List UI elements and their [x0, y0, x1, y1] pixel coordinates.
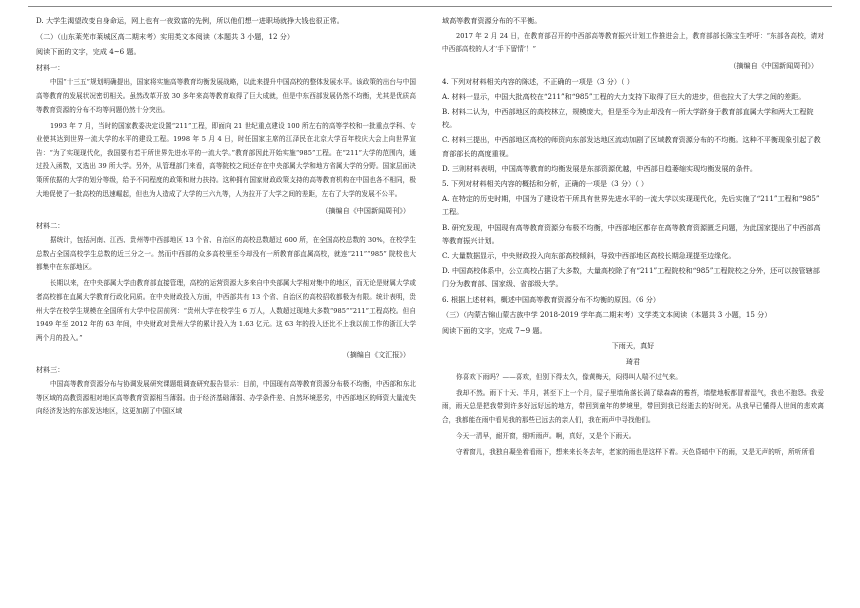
question-5-option-d: D. 中国高校体系中，公立高校占据了大多数，大量高校除了有“211”工程院校和“985”工程院校之分外，还可以按管辖部门分为教育部、国家级、省部级大学。 — [442, 266, 820, 289]
material-2-paragraph: 据统计，包括河南、江西、贵州等中西部地区 13 个省、自治区的高校总数超过 600 所，在全国高校总数的 30%，在校学生总数占全国高校学生总数的近三分之一。然而中西部的众多高校里至今却没有一所教育部直属高校，就连“211”“985” 院校也大都集中在东部地区。 — [36, 236, 416, 272]
material-2-paragraph: 长期以来，在中央部属大学由教育部直接管理，高校的运营资源大多来自中央部属大学相对集中的地区，而无论是财属大学或者高校都在直属大学教育行政化同质。在中央财政投入方面，中西部共有 13 个省、自治区的高校招收都极为有限。统计表明，贵州大学在校学生规模在全国所有大学中位居前列：“贵州大学在校学生 6 万人，人数超过现地大多数“985”“211”工程高校。但自 1949 年至 2012 年的 63 年间，中央财政对贵州大学的累计投入为 1.63 亿元。这 63 年的投入还比不上我以前工作的浙江大学两个月的投入。” — [36, 279, 416, 342]
left-column — [36, 14, 416, 422]
question-4-option-a: A. 材料一显示，中国大批高校在“211”和“985”工程的大力支持下取得了巨大的进步，但也拉大了大学之间的差距。 — [442, 91, 806, 101]
question-5-option-c: C. 大量数据显示，中央财政投入向东部高校倾斜，导致中西部地区高校长期急现提至边缘化。 — [442, 251, 736, 261]
option-d-text: D. 大学生渴望改变自身命运，网上也有一夜致富的先例，所以他们想一进职场就挣大钱也很正常。 — [36, 16, 344, 25]
question-5: 5. 下列对材料相关内容的概括和分析，正确的一项是（3 分）（ ） — [442, 179, 649, 189]
story-paragraph: 今天一清早，耐开窗，细听雨声。啊，真好，又是个下雨天。 — [456, 432, 636, 441]
story-paragraph: 守着窗儿，我独自凝坐着看雨下，想来来长冬去年，老家的雨也是这样下着。天色昏暗中下的雨，又是无声的听，所听所看 — [456, 448, 815, 457]
story-title: 下雨天，真好 — [611, 341, 655, 351]
question-5-option-b: B. 研究发现，中国现有高等教育资源分布极不均衡，中西部地区都存在高等教育资源匮乏问题，为此国家提出了中西部高等教育振兴计划。 — [442, 222, 821, 245]
material-1-paragraph: 中国“十三五”规划明确提出，国家将实施高等教育均衡发展战略，以此来提升中国高校的整体发展水平。该政策的出台与中国高等教育的发展状况密切相关。虽然改革开放 30 多年来高等教育取得了巨大成就，但是中东西部发展仍然不均衡，尤其是优质高等教育资源的分布不均等问题仍然十分突出。 — [36, 78, 416, 114]
question-4-option-c: C. 材料三提出，中西部地区高校的师资向东部发达地区流动加剧了区域教育资源分布的不均衡。这种不平衡现象引起了教育部部长的高度重视。 — [442, 135, 821, 158]
section-3-header: （三）（内蒙古锦山蒙古族中学 2018-2019 学年高二期末考）文学类文本阅读（本题共 3 小题，15 分） — [442, 309, 772, 319]
instruction-text: 阅读下面的文字，完成 4~6 题。 — [36, 47, 141, 57]
story-paragraph: 我却不然。雨下十天、半月，甚至下上一个月，屋子里墙角落长满了绿森森的霉苔，墙壁地板都冒着湿气，我也不抱怨。我爱雨，雨天总是把我带到许多好远好远的地方，带回到童年的梦境里，带回到我已经逝去的好时光。从我早已懂得人世间的悲欢离合，我都能在雨中看见我的那些已远去的亲人们，我在雨声中寻找他们。 — [442, 388, 824, 424]
instruction-text: 阅读下面的文字，完成 7~9 题。 — [442, 325, 547, 335]
story-author: 琦君 — [625, 356, 641, 366]
question-4-option-d: D. 三则材料表明，中国高等教育的均衡发展是东部资源优越，中西部日趋萎缩实现均衡发展的条件。 — [442, 163, 757, 173]
material-1-label: 材料一： — [36, 63, 65, 73]
page-top-rule — [28, 6, 832, 7]
story-paragraph: 你喜欢下雨吗？——喜欢，但别下得太久，像黄梅天，闷得叫人喘不过气来。 — [456, 372, 682, 381]
material-3-source: （摘编自《中国新闻周刊》） — [729, 61, 818, 71]
right-column — [442, 14, 824, 462]
question-4: 4. 下列对材料相关内容的陈述，不正确的一项是（3 分）（ ） — [442, 76, 634, 86]
section-header: （二）（山东莱芜市莱城区高二期末考）实用类文本阅读（本题共 3 小题，12 分） — [36, 31, 294, 41]
question-6: 6. 根据上述材料，概述中国高等教育资源分布不均衡的原因。（6 分） — [442, 294, 660, 304]
question-4-option-b: B. 材料二认为，中西部地区的高校林立，规模庞大，但是至今为止却没有一所大学跻身于教育部直属大学和两大工程院校。 — [442, 107, 814, 130]
question-5-option-a: A. 在特定的历史时期，中国为了建设若干所具有世界先进水平的一流大学以实现现代化，先后实施了“211”工程和“985” 工程。 — [442, 194, 820, 217]
material-3-paragraph: 中国高等教育资源分布与协调发展研究课题组调查研究报告显示：目前，中国现有高等教育资源分布极不均衡，中西部和东北等区域的高教资源相对地区高等教育资源相当薄弱。由于经济基础薄弱、办学条件差、自然环境恶劣，中西部地区的师资大量流失向经济发达的东部发达地区，这更加剧了中国区域 — [36, 380, 416, 416]
material-3-continuation: 域高等教育资源分布的不平衡。 — [442, 16, 542, 25]
material-2-source: （摘编自《文汇报》） — [342, 349, 410, 359]
material-1-paragraph: 1993 年 7 月，当时的国家教委决定设置“211”工程，即面向 21 世纪重点建设 100 所左右的高等学校和一批重点学科、专业使其达到世界一流大学的水平的建设工程。1998 年 5 月 4 日，时任国家主席的江泽民在北京大学百年校庆大会上向世界宣告：“为了实现现代化，我国要有若干所世界先进水平的一流大学。”教育部因此开始实施“985”工程。在“211”大学的范围内，通过投入函数，又选出 39 所大学。另外，从管理部门来看，高等院校之间还存在中央部属大学和地方省属大学的分野。国家层面决策所依据的大学的划分等级，给予不同程度的政策和财力扶持。这种拥有国家财政政策支持的高等教育机构在中国也各不相同，极大地促使了一批高校的迅速崛起，但也为人造成了大学的三六九等，人为拉开了大学之间的差距，左右了大学的发展不公平。 — [36, 121, 416, 198]
material-3-label: 材料三： — [36, 365, 65, 375]
material-1-source: （摘编自《中国新闻周刊》） — [321, 205, 410, 215]
material-2-label: 材料二： — [36, 220, 65, 230]
material-3-paragraph: 2017 年 2 月 24 日，在教育部召开的中西部高等教育振兴计划工作推进会上，教育部部长陈宝生呼吁：“东部各高校，请对中西部高校的人才‘手下留情’！” — [442, 31, 824, 54]
